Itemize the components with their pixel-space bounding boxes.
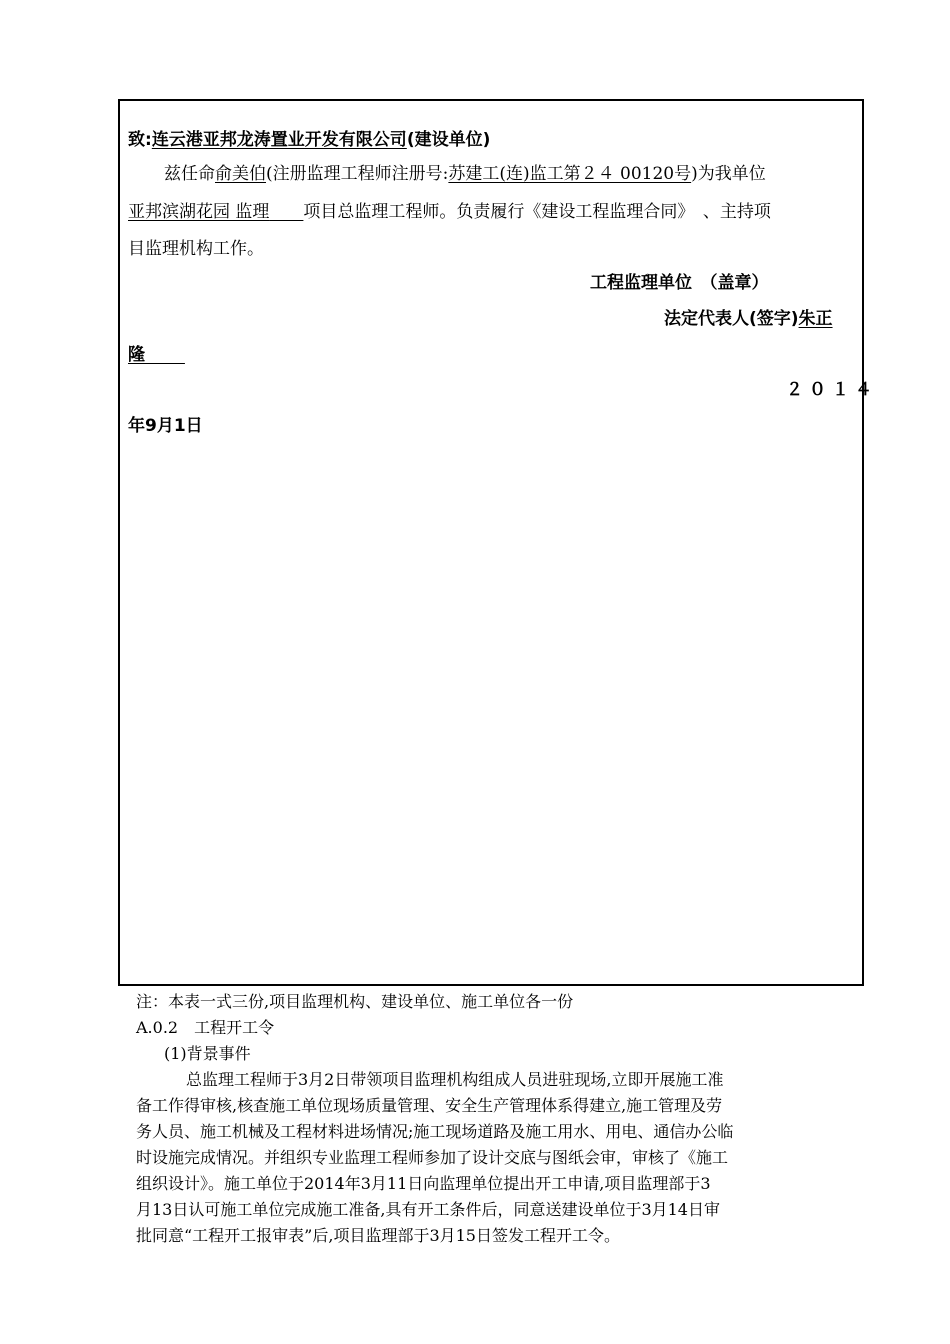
- paragraph-line: 组织设计》。施工单位于2014年3月11日向监理单位提出开工申请,项目监理部于3: [136, 1174, 711, 1193]
- text-unit: )为我单位: [691, 164, 766, 184]
- legal-rep-line: [664, 309, 833, 329]
- appointment-line-2: [128, 202, 771, 222]
- text-duty: 项目总监理工程师。负责履行《建设工程监理合同》 、主持项: [303, 202, 771, 222]
- text-reg-label: (注册监理工程师注册号:: [266, 164, 449, 184]
- appointment-form-box: [118, 99, 864, 986]
- addressee-line: [128, 130, 490, 150]
- section-heading: A.0.2 工程开工令: [136, 1018, 275, 1037]
- paragraph-line: 总监理工程师于3月2日带领项目监理机构组成人员进驻现场,立即开展施工准: [186, 1070, 724, 1089]
- paragraph-line: 时设施完成情况。并组织专业监理工程师参加了设计交底与图纸会审，审核了《施工: [136, 1148, 729, 1167]
- text-appoint: 兹任命: [164, 164, 215, 184]
- project-blank: [269, 202, 303, 222]
- legal-rep-name: 朱正: [798, 309, 833, 329]
- project-name: 亚邦滨湖花园 监理: [128, 202, 270, 222]
- appointment-line-1: [164, 164, 766, 184]
- paragraph-line: 备工作得审核,核查施工单位现场质量管理、安全生产管理体系得建立,施工管理及劳: [136, 1096, 723, 1115]
- date-year: ２０１４: [786, 380, 878, 400]
- paragraph-line: 批同意“工程开工报审表”后,项目监理部于3月15日签发工程开工令。: [136, 1226, 620, 1245]
- legal-rep-label: 法定代表人(签字): [664, 309, 799, 329]
- supervision-unit-label: 工程监理单位 （盖章）: [590, 273, 769, 293]
- date-month-day: 年9月1日: [128, 416, 203, 436]
- addressee-company: 连云港亚邦龙涛置业开发有限公司: [151, 130, 407, 150]
- paragraph-line: 月13日认可施工单位完成施工准备,具有开工条件后，同意送建设单位于3月14日审: [136, 1200, 720, 1219]
- form-note: 注：本表一式三份,项目监理机构、建设单位、施工单位各一份: [136, 992, 574, 1011]
- registration-number: 苏建工(连)监工第２４ 00120号: [448, 164, 692, 184]
- addressee-prefix: 致:: [128, 130, 152, 150]
- legal-rep-name-cont: [128, 345, 185, 365]
- subsection-heading: (1)背景事件: [164, 1044, 251, 1063]
- name-blank: [145, 345, 185, 365]
- addressee-suffix: (建设单位): [406, 130, 491, 150]
- engineer-name: 俞美伯: [215, 164, 266, 184]
- legal-rep-name-tail: 隆: [128, 345, 145, 365]
- appointment-line-3: 目监理机构工作。: [128, 239, 264, 259]
- paragraph-line: 务人员、施工机械及工程材料进场情况;施工现场道路及施工用水、用电、通信办公临: [136, 1122, 734, 1141]
